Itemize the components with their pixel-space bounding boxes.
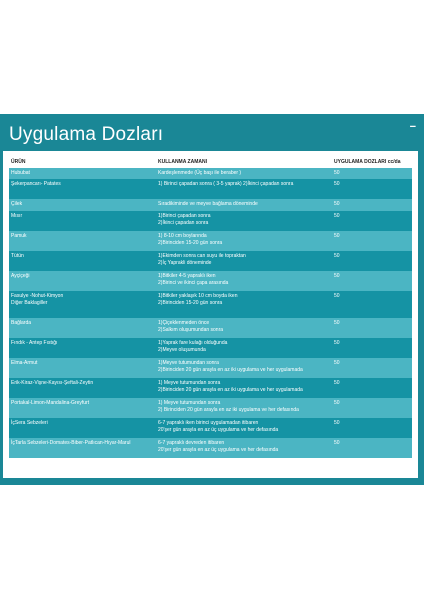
cell-product: İçSera Sebzeleri [9,418,156,438]
cell-dose: 50 [332,318,412,338]
cell-product: Fındık - Antep Fıstığı [9,338,156,358]
cell-dose: 50 [332,271,412,291]
table-row [9,398,412,418]
cell-dose: 50 [332,168,412,179]
cell-product: Mısır [9,211,156,231]
table-row [9,338,412,358]
table-row [9,271,412,291]
cell-dose: 50 [332,291,412,318]
cell-product: Çilek [9,199,156,211]
cell-dose: 50 [332,231,412,251]
header-usage-time: KULLANMA ZAMANI [156,155,332,168]
cell-dose: 50 [332,338,412,358]
cell-dose: 50 [332,358,412,378]
cell-usage-time: 1) Birinci çapadan sonra ( 3-5 yaprak) 2)İkinci çapadan sonra [156,179,332,199]
cell-product: Bağlarda [9,318,156,338]
table-row [9,231,412,251]
cell-usage-time: Sıradikiminde ve meyve bağlama döneminde [156,199,332,211]
header-product: ÜRÜN [9,155,156,168]
table-row [9,179,412,199]
cell-usage-time: 1)Çiçeklenmeden önce 2)Salkım oluşumundan sonra [156,318,332,338]
cell-usage-time: 1) 8-10 cm boylarında 2)Birinciden 15-20 gün sonra [156,231,332,251]
cell-dose: 50 [332,398,412,418]
cell-dose: 50 [332,418,412,438]
cell-usage-time: 6-7 yapraklı iken birinci uygulamadan itibaren 20'şer gün arayla en az üç uygulama ve her defasında [156,418,332,438]
cell-product: Portakal-Limon-Mandalina-Greyfurt [9,398,156,418]
cell-dose: 50 [332,251,412,271]
table-row [9,378,412,398]
cell-dose: 50 [332,438,412,458]
cell-product: Erik-Kiraz-Vişne-Kayısı-Şeftali-Zeytin [9,378,156,398]
cell-product: Ayçiçeği [9,271,156,291]
cell-usage-time: 1)Bitkiler 4-5 yapraklı iken 2)Birinci ve ikinci çapa arasında [156,271,332,291]
cell-product: Fasulye -Nohut-Kimyon Diğer Baklagiller [9,291,156,318]
dosage-table [9,155,412,458]
header-dose: UYGULAMA DOZLARI cc/da [332,155,412,168]
cell-dose: 50 [332,211,412,231]
collapse-icon[interactable]: − [409,121,416,133]
cell-dose: 50 [332,199,412,211]
cell-product: Elma-Armut [9,358,156,378]
panel-title: Uygulama Dozları [9,124,164,145]
cell-usage-time: 1)Meyve tutumundan sonra 2)Birinciden 20 gün arayla en az iki uygulama ve her uygulamada [156,358,332,378]
cell-usage-time: 1) Meyve tutumundan sonra 2)Birinciden 20 gün arayla en az iki uygulama ve her uygulamada [156,378,332,398]
cell-usage-time: 6-7 yapraklı devreden itibaren 20'şer gün arayla en az üç uygulama ve her defasında [156,438,332,458]
table-row [9,168,412,179]
table-header-row [9,155,412,168]
cell-product: Hububat [9,168,156,179]
cell-product: Tütün [9,251,156,271]
cell-usage-time: 1)Ekimden sonra can suyu ile topraktan 2)İç Yaprakli döneminde [156,251,332,271]
table-row [9,318,412,338]
cell-usage-time: 1)Birinci çapadan sonra 2)İkinci çapadan sonra [156,211,332,231]
cell-product: Şekerpancarı- Patates [9,179,156,199]
dosage-panel [0,114,424,485]
cell-usage-time: Kardeşlenmede (Üç başı ile beraber ) [156,168,332,179]
cell-dose: 50 [332,378,412,398]
cell-usage-time: 1)Yaprak fare kulağı olduğunda 2)Meyve oluşumunda [156,338,332,358]
table-container [3,151,418,478]
table-row [9,358,412,378]
cell-usage-time: 1) Meyve tutumundan sonra 2) Birinciden 20 gün arayla en az iki uygulama ve her defasında [156,398,332,418]
cell-dose: 50 [332,179,412,199]
cell-usage-time: 1)Bitkiler yaklaşık 10 cm boyda iken 2)Birinciden 15-20 gün sonra [156,291,332,318]
table-row [9,438,412,458]
cell-product: Pamuk [9,231,156,251]
table-row [9,291,412,318]
table-row [9,199,412,211]
table-row [9,418,412,438]
table-row [9,211,412,231]
cell-product: İçTarla Sebzeleri-Domates-Biber-Patlıcan-Hıyar-Marul [9,438,156,458]
table-row [9,251,412,271]
